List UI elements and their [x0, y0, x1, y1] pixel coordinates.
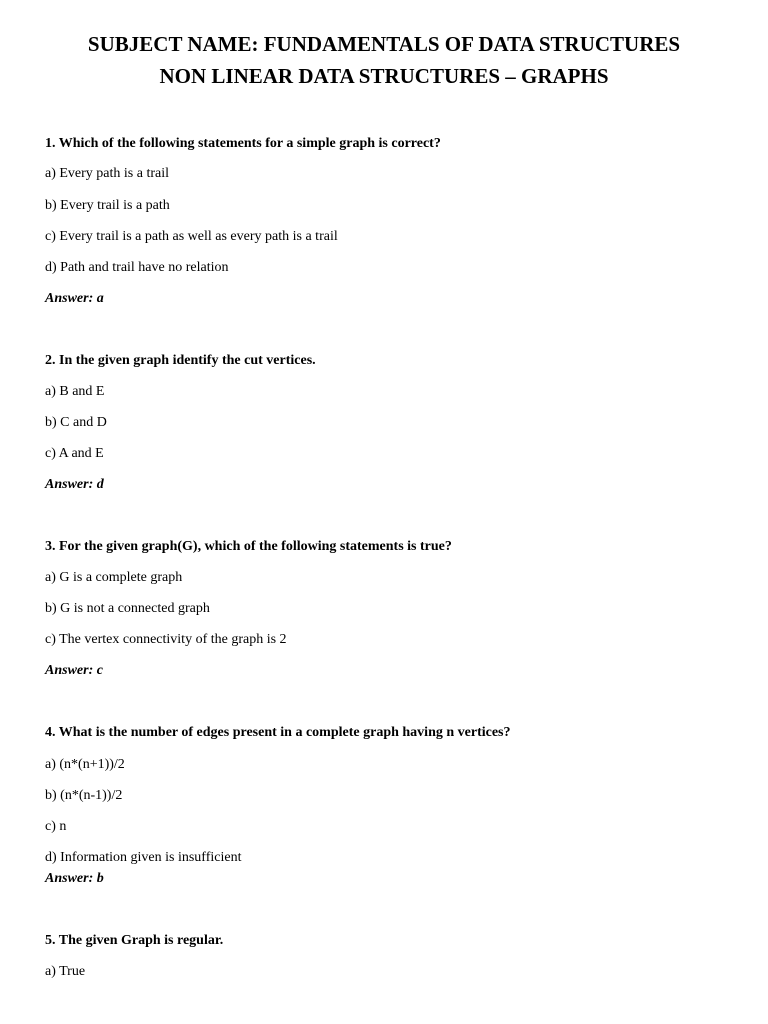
question-1-option-c: c) Every trail is a path as well as every path is a trail: [45, 229, 338, 244]
question-4: 4. What is the number of edges present in a complete graph having n vertices?: [45, 725, 511, 740]
question-4-option-c: c) n: [45, 819, 67, 834]
question-1-option-d: d) Path and trail have no relation: [45, 260, 229, 275]
subject-title: SUBJECT NAME: FUNDAMENTALS OF DATA STRUCTURES: [87, 32, 681, 56]
question-1-option-b: b) Every trail is a path: [45, 198, 170, 213]
question-4-option-a: a) (n*(n+1))/2: [45, 757, 125, 772]
question-3-option-a: a) G is a complete graph: [45, 570, 183, 585]
question-3: 3. For the given graph(G), which of the following statements is true?: [45, 539, 452, 554]
question-5: 5. The given Graph is regular.: [45, 933, 224, 948]
question-3-option-c: c) The vertex connectivity of the graph is 2: [45, 632, 287, 647]
question-3-option-b: b) G is not a connected graph: [45, 601, 210, 616]
question-4-option-d: d) Information given is insufficient: [45, 850, 242, 865]
question-5-option-a: a) True: [45, 964, 86, 979]
question-2: 2. In the given graph identify the cut vertices.: [45, 353, 316, 368]
question-2-option-a: a) B and E: [45, 384, 105, 399]
question-2-answer: Answer: d: [45, 477, 104, 492]
question-2-option-c: c) A and E: [45, 446, 104, 461]
question-3-answer: Answer: c: [45, 663, 103, 678]
topic-title: NON LINEAR DATA STRUCTURES – GRAPHS: [159, 64, 609, 88]
question-4-option-b: b) (n*(n-1))/2: [45, 788, 123, 803]
question-2-option-b: b) C and D: [45, 415, 107, 430]
question-1-option-a: a) Every path is a trail: [45, 166, 170, 181]
question-1-answer: Answer: a: [45, 291, 104, 306]
question-1: 1. Which of the following statements for a simple graph is correct?: [45, 136, 441, 151]
question-4-answer: Answer: b: [45, 871, 104, 886]
